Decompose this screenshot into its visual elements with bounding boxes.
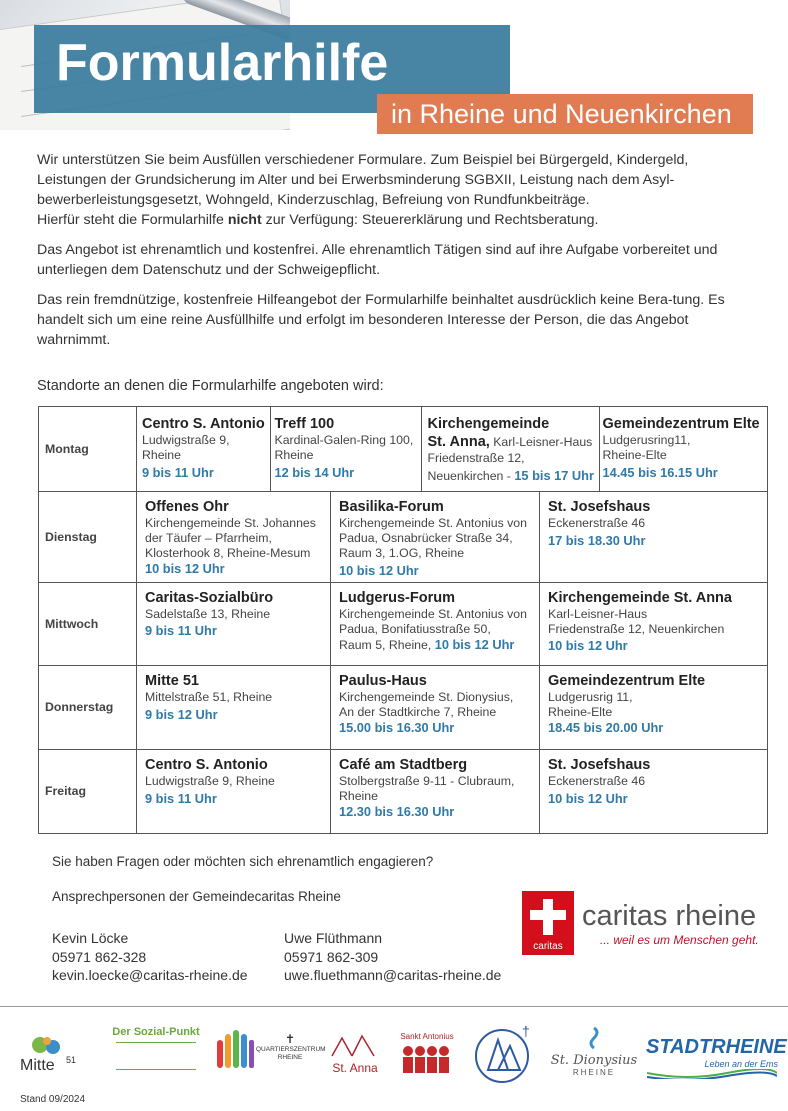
contact-name: Uwe Flüthmann (284, 930, 383, 946)
location-cell: Basilika-Forum Kirchengemeinde St. Antonius von Padua, Osnabrücker Straße 34, Raum 3, 1.OG, Rheine 10 bis 12 Uhr (331, 492, 540, 583)
caritas-logo: caritas (522, 891, 574, 955)
wave-icon (647, 1069, 777, 1079)
table-row (39, 750, 768, 834)
schedule-table (38, 406, 768, 834)
day-label: Freitag (39, 750, 137, 834)
footer-divider (0, 1006, 788, 1007)
page-subtitle: in Rheine und Neuenkirchen (391, 99, 732, 129)
caritas-name: caritas rheine (582, 900, 757, 932)
contact-person (52, 929, 248, 985)
contact-phone[interactable]: 05971 862-328 (52, 948, 147, 965)
sozialpunkt-logo: Der Sozial-Punkt (108, 1026, 204, 1078)
location-cell: Mitte 51 Mittelstraße 51, Rheine 9 bis 12 Uhr (137, 666, 331, 750)
contact-email[interactable]: uwe.fluethmann@caritas-rheine.de (284, 967, 502, 983)
intro-text (37, 150, 752, 360)
questions-text: Sie haben Fragen oder möchten sich ehrenamtlich engagieren? (52, 854, 434, 869)
table-row (39, 492, 768, 583)
people-icon (398, 1041, 456, 1075)
location-cell: Treff 100 Kardinal-Galen-Ring 100, Rheine 12 bis 14 Uhr (270, 407, 421, 491)
stdionysius-logo: St. Dionysius RHEINE (548, 1026, 640, 1077)
location-cell: Ludgerus-Forum Kirchengemeinde St. Antonius von Padua, Bonifatiusstraße 50, Raum 5, Rheine, 10 bis 12 Uhr (331, 583, 540, 666)
location-cell: Offenes Ohr Kirchengemeinde St. Johannes der Täufer – Pfarrheim, Klosterhook 8, Rheine-Mesum 10 bis 12 Uhr (137, 492, 331, 583)
intro-paragraph-3: Das rein fremdnützige, kostenfreie Hilfeangebot der Formularhilfe beinhaltet ausdrücklich keine Bera-tung. Es handelt sich um eine reine Ausfüllhilfe und erfolgt im besonderen Interesse der Person, die das Angebot wahrnimmt. (37, 292, 725, 348)
day-label: Donnerstag (39, 666, 137, 750)
church-icon (330, 1032, 380, 1058)
day-label: Montag (39, 407, 137, 492)
quartierszentrum-logo: ✝ QUARTIERSZENTRUM RHEINE (256, 1032, 326, 1061)
parish-circle-logo (474, 1024, 534, 1089)
contact-phone[interactable]: 05971 862-309 (284, 948, 379, 965)
day-label: Mittwoch (39, 583, 137, 666)
day-label: Dienstag (39, 492, 137, 583)
location-cell: Centro S. Antonio Ludwigstraße 9, Rheine 9 bis 11 Uhr (137, 407, 270, 491)
partner-logos (0, 1018, 788, 1088)
location-cell: Gemeindezentrum Elte Ludgerusrig 11, Rheine-Elte 18.45 bis 20.00 Uhr (540, 666, 768, 750)
location-cell: Kirchengemeinde St. Anna, Karl-Leisner-Haus Friedenstraße 12, Neuenkirchen - 15 bis 17 Uhr (421, 407, 599, 491)
standorte-heading: Standorte an denen die Formularhilfe angeboten wird: (37, 378, 384, 394)
location-cell: Caritas-Sozialbüro Sadelstaße 13, Rheine 9 bis 11 Uhr (137, 583, 331, 666)
location-cell: St. Josefshaus Eckenerstraße 46 10 bis 12 Uhr (540, 750, 768, 834)
santonius-logo: Sankt Antonius (396, 1032, 458, 1078)
mitte51-logo: Mitte 51 (20, 1033, 80, 1086)
location-cell: Centro S. Antonio Ludwigstraße 9, Rheine 9 bis 11 Uhr (137, 750, 331, 834)
table-row (39, 407, 768, 492)
contact-name: Kevin Löcke (52, 930, 129, 946)
page-title: Formularhilfe (56, 34, 389, 92)
location-cell: St. Josefshaus Eckenerstraße 46 17 bis 18.30 Uhr (540, 492, 768, 583)
dionysius-icon (584, 1026, 604, 1050)
location-cell: Paulus-Haus Kirchengemeinde St. Dionysius, An der Stadtkirche 7, Rheine 15.00 bis 16.30 Uhr (331, 666, 540, 750)
stadt-rheine-logo: STADTRHEINE Leben an der Ems (646, 1036, 778, 1082)
hands-logo (214, 1026, 256, 1075)
stand-date: Stand 09/2024 (20, 1094, 86, 1105)
location-cell: Gemeindezentrum Elte Ludgerusring11, Rheine-Elte 14.45 bis 16.15 Uhr (602, 416, 760, 480)
table-row (39, 583, 768, 666)
location-cell: Café am Stadtberg Stolbergstraße 9-11 - Clubraum, Rheine 12.30 bis 16.30 Uhr (331, 750, 540, 834)
stanna-logo: St. Anna (328, 1032, 382, 1075)
location-cell: Kirchengemeinde St. Anna Karl-Leisner-Haus Friedenstraße 12, Neuenkirchen 10 bis 12 Uhr (540, 583, 768, 666)
contact-person (284, 929, 501, 985)
contact-email[interactable]: kevin.loecke@caritas-rheine.de (52, 967, 248, 983)
header (0, 0, 788, 130)
table-row (39, 666, 768, 750)
contacts-heading: Ansprechpersonen der Gemeindecaritas Rheine (52, 889, 341, 904)
hands-icon (214, 1026, 256, 1072)
caritas-slogan: ... weil es um Menschen geht. (600, 933, 759, 947)
intro-paragraph-2: Das Angebot ist ehrenamtlich und kostenfrei. Alle ehrenamtlich Tätigen sind auf ihre Aufgabe vorbereitet und unterliegen dem Datenschutz und der Schweigepflicht. (37, 242, 718, 278)
intro-paragraph-1: Wir unterstützen Sie beim Ausfüllen verschiedener Formulare. Zum Beispiel bei Bürgergeld, Kindergeld, Leistungen der Grundsicherung im Alter und bei Erwerbsminderung SGBXII, Leistung nach dem Asyl-bewerberleistungsgesetzt, Wohngeld, Kinderzuschlag, Befreiung von Rundfunkbeiträge. Hierfür steht die Formularhilfe nicht zur Verfügung: Steuererklärung und Rechtsberatung. (37, 152, 689, 228)
svg-text:†: † (522, 1024, 530, 1039)
parish-icon (474, 1024, 534, 1086)
